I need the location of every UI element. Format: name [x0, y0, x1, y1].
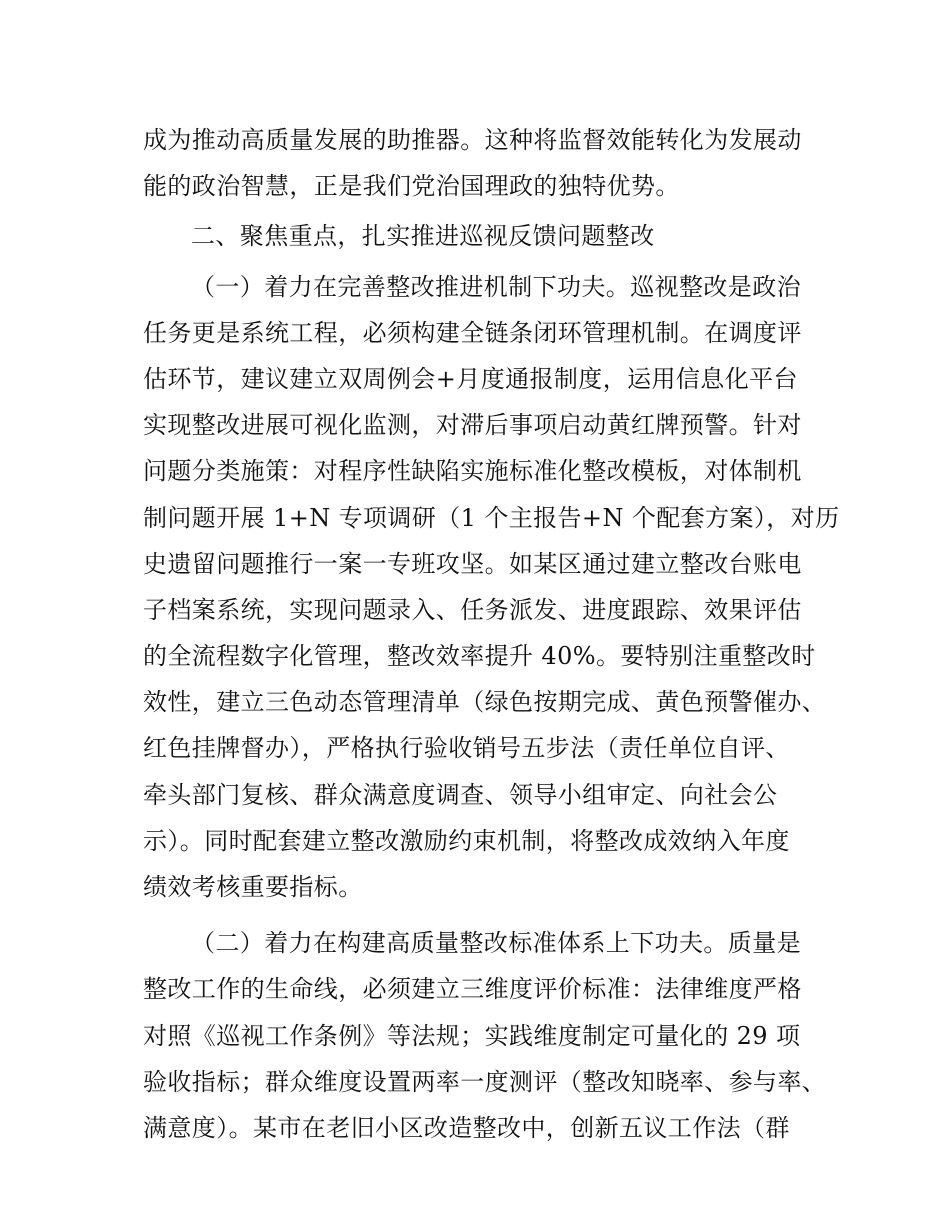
- text-line: 问题分类施策：对程序性缺陷实施标准化整改模板，对体制机: [143, 457, 802, 486]
- text-line: 实现整改进展可视化监测，对滞后事项启动黄红牌预警。针对: [143, 411, 802, 440]
- paragraph-one: [143, 264, 840, 911]
- paragraph-continuation: [143, 117, 815, 209]
- text-line: （一）着力在完善整改推进机制下功夫。巡视整改是政治: [191, 272, 801, 301]
- text-line: 红色挂牌督办），严格执行验收销号五步法（责任单位自评、: [143, 734, 790, 763]
- text-line: 满意度）。某市在老旧小区改造整改中，创新五议工作法（群: [143, 1113, 790, 1142]
- text-line: 示）。同时配套建立整改激励约束机制，将整改成效纳入年度: [143, 826, 790, 855]
- section-heading: [143, 213, 815, 259]
- text-line: 估环节，建议建立双周例会+月度通报制度，运用信息化平台: [143, 364, 798, 393]
- text-line: 绩效考核重要指标。: [143, 873, 363, 901]
- text-line: 效性，建立三色动态管理清单（绿色按期完成、黄色预警催办、: [143, 688, 827, 717]
- text-line: 对照《巡视工作条例》等法规；实践维度制定可量化的 29 项: [143, 1021, 801, 1050]
- text-line: 成为推动高质量发展的助推器。这种将监督效能转化为发展动: [143, 126, 802, 154]
- text-line: 整改工作的生命线，必须建立三维度评价标准：法律维度严格: [143, 975, 802, 1004]
- text-line: 的全流程数字化管理，整改效率提升 40%。要特别注重整改时: [143, 642, 816, 671]
- text-line: 制问题开展 1+N 专项调研（1 个主报告+N 个配套方案），对历: [143, 503, 840, 532]
- text-line: 验收指标；群众维度设置两率一度测评（整改知晓率、参与率、: [143, 1067, 827, 1096]
- text-line: 史遗留问题推行一案一专班攻坚。如某区通过建立整改台账电: [143, 549, 802, 578]
- heading-line: 二、聚焦重点，扎实推进巡视反馈问题整改: [191, 222, 655, 251]
- paragraph-two: [143, 920, 827, 1151]
- document-body: [143, 117, 840, 1151]
- text-line: 子档案系统，实现问题录入、任务派发、进度跟踪、效果评估: [143, 595, 802, 624]
- text-line: 任务更是系统工程，必须构建全链条闭环管理机制。在调度评: [143, 318, 802, 347]
- text-line: （二）着力在构建高质量整改标准体系上下功夫。质量是: [191, 929, 801, 958]
- text-line: 牵头部门复核、群众满意度调查、领导小组审定、向社会公: [143, 780, 778, 809]
- text-line: 能的政治智慧，正是我们党治国理政的独特优势。: [143, 172, 680, 201]
